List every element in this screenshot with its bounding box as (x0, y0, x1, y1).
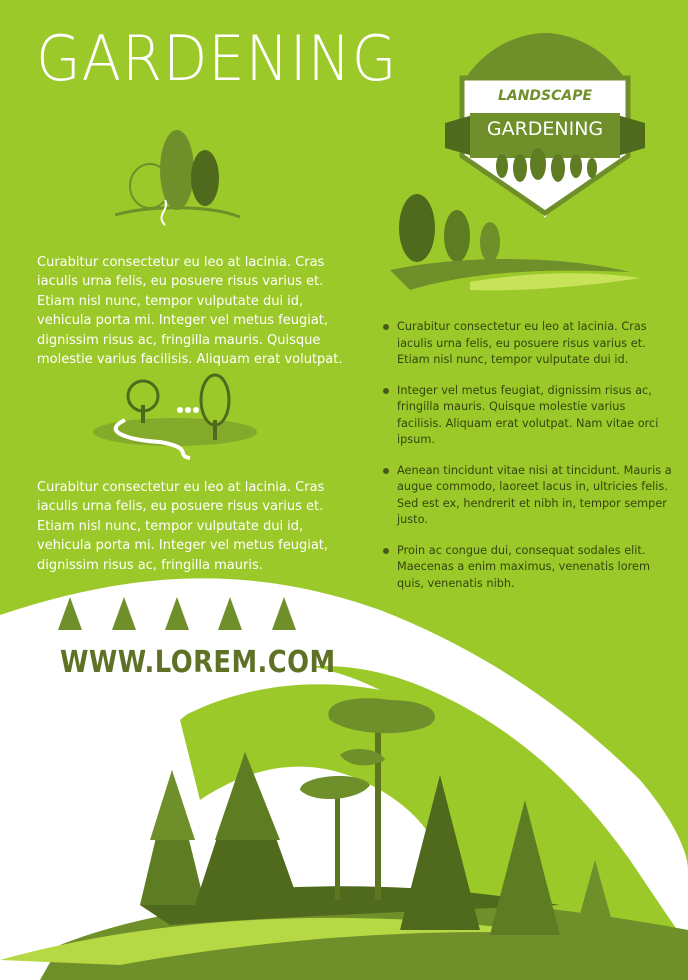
body-paragraph-2: Curabitur consectetur eu leo at lacinia. Cras iaculis urna felis, eu posuere risus varius et. Etiam nisl nunc, tempor vulputate dui id, vehicula porta mi. Integer vel metus feugiat, dignissim risus ac, fringilla mauris. (37, 480, 329, 573)
poster-title: GARDENING (36, 22, 398, 95)
bullet-item: Aenean tincidunt vitae nisi at tincidunt. Mauris a augue commodo, laoreet lacus in, ultricies felis. Sed est ex, hendrerit et nibh in, tempor semper justo. (383, 463, 673, 529)
tree-group-icon (115, 130, 240, 225)
park-path-icon (93, 375, 257, 458)
badge-line2: GARDENING (486, 118, 604, 140)
bullet-list (383, 319, 673, 606)
bullet-item: Curabitur consectetur eu leo at lacinia. Cras iaculis urna felis, eu posuere risus varius et. Etiam nisl nunc, tempor vulputate dui id. (383, 319, 673, 369)
bullet-item: Proin ac congue dui, consequat sodales elit. Maecenas a enim maximus, venenatis lorem quis, venenatis nibh. (383, 543, 673, 593)
body-paragraph-1: Curabitur consectetur eu leo at lacinia. Cras iaculis urna felis, eu posuere risus varius et. Etiam nisl nunc, tempor vulputate dui id, vehicula porta mi. Integer vel metus feugiat, dignissim risus ac, fringilla mauris. Quisque molestie varius facilisis. Aliquam erat volutpat. (37, 255, 343, 368)
bullet-item: Integer vel metus feugiat, dignissim risus ac, fringilla mauris. Quisque molestie varius facilisis. Aliquam erat volutpat. Nam vitae orci ipsum. (383, 383, 673, 449)
website-url: WWW.LOREM.COM (60, 645, 336, 680)
badge-line1: LANDSCAPE (497, 88, 593, 104)
landscape-badge-icon (440, 28, 650, 228)
